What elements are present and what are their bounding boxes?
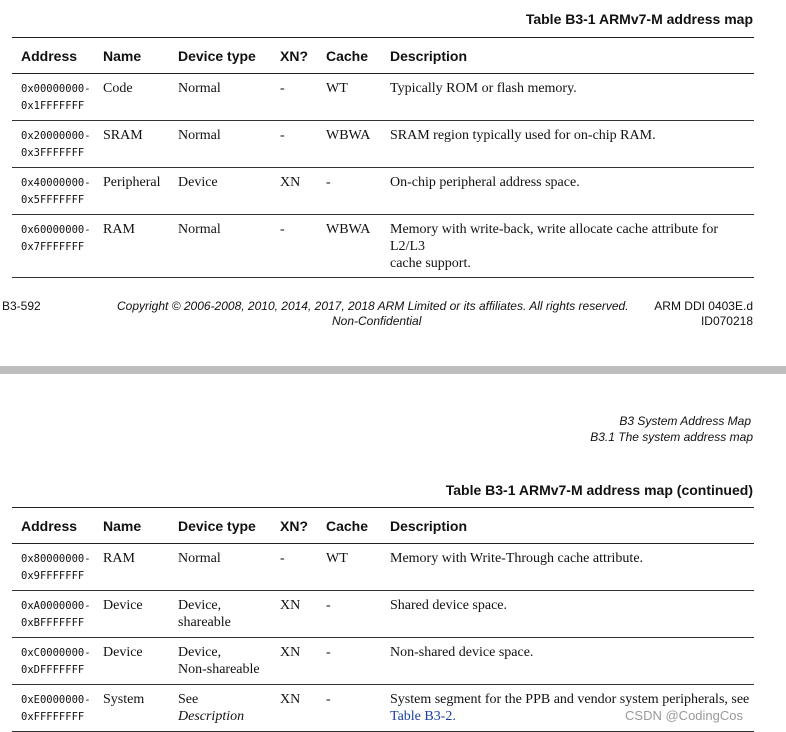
device-type-cell [169,591,271,638]
document-version: ID070218 [700,314,753,328]
device-type-line: Normal [178,551,221,566]
xn-cell: - [271,544,317,591]
xn-cell: - [271,215,317,278]
confidentiality-label: Non-Confidential [332,314,422,328]
address-map-table-bottom [12,507,754,732]
subsection-header: B3.1 The system address map [590,430,753,444]
device-type-line: Non-shareable [178,662,260,677]
description-cell [381,215,754,278]
header-row [12,508,754,544]
address-start: 0xA0000000- [21,600,91,612]
column-header: XN? [271,38,317,74]
xn-cell: XN [271,685,317,732]
description-text: SRAM region typically used for on-chip RAM. [390,128,656,143]
address-start: 0x20000000- [21,130,91,142]
address-end: 0x1FFFFFFF [21,100,85,112]
address-cell [12,215,94,278]
xn-cell: - [271,121,317,168]
address-start: 0xE0000000- [21,694,91,706]
address-end: 0x5FFFFFFF [21,194,85,206]
cache-cell: WT [317,74,381,121]
cache-cell: WBWA [317,215,381,278]
address-end: 0x9FFFFFFF [21,570,85,582]
description-text: Memory with Write-Through cache attribute. [390,551,644,566]
csdn-watermark: CSDN @CodingCos [625,708,743,723]
copyright-text: Copyright © 2006-2008, 2010, 2014, 2017, 2018 ARM Limited or its affiliates. All rights reserved. [117,299,629,313]
table-row [12,121,754,168]
description-text: cache support. [390,256,471,271]
column-header: Description [381,38,754,74]
address-end: 0xFFFFFFFF [21,711,85,723]
address-cell [12,544,94,591]
address-cell [12,638,94,685]
name-cell: Device [94,591,169,638]
address-start: 0x80000000- [21,553,91,565]
description-text: System segment for the PPB and vendor system peripherals, see [390,692,750,707]
device-type-line: Description [178,709,245,724]
device-type-line: Device [178,175,218,190]
device-type-line: See [178,692,199,707]
name-cell: Code [94,74,169,121]
description-text: Typically ROM or flash memory. [390,81,577,96]
table-reference-link[interactable]: Table B3-2. [390,709,456,724]
column-header: Cache [317,508,381,544]
device-type-line: Normal [178,222,221,237]
name-cell: RAM [94,544,169,591]
column-header: Cache [317,38,381,74]
cache-cell: - [317,168,381,215]
address-cell [12,74,94,121]
cache-cell: - [317,638,381,685]
column-header: Device type [169,38,271,74]
description-text: Memory with write-back, write allocate cache attribute for L2/L3 [390,222,719,254]
description-cell [381,544,754,591]
address-end: 0xBFFFFFFF [21,617,85,629]
header-row [12,38,754,74]
cache-cell: WT [317,544,381,591]
name-cell: Peripheral [94,168,169,215]
description-text: On-chip peripheral address space. [390,175,580,190]
table-row [12,168,754,215]
name-cell: Device [94,638,169,685]
table-caption-top: Table B3-1 ARMv7-M address map [525,11,753,27]
cache-cell: - [317,591,381,638]
device-type-line: Normal [178,128,221,143]
column-header: Address [12,38,94,74]
column-header: Device type [169,508,271,544]
address-cell [12,168,94,215]
device-type-cell [169,121,271,168]
device-type-cell [169,638,271,685]
xn-cell: XN [271,638,317,685]
table-caption-bottom: Table B3-1 ARMv7-M address map (continued) [445,482,753,498]
description-cell [381,591,754,638]
device-type-cell [169,168,271,215]
description-cell [381,121,754,168]
column-header: Name [94,38,169,74]
address-start: 0xC0000000- [21,647,91,659]
address-end: 0x7FFFFFFF [21,241,85,253]
address-start: 0x00000000- [21,83,91,95]
address-start: 0x60000000- [21,224,91,236]
address-end: 0x3FFFFFFF [21,147,85,159]
device-type-cell [169,74,271,121]
device-type-line: Device, [178,598,222,613]
address-end: 0xDFFFFFFF [21,664,85,676]
table-row [12,215,754,278]
column-header: Name [94,508,169,544]
xn-cell: XN [271,591,317,638]
name-cell: RAM [94,215,169,278]
device-type-line: shareable [178,615,231,630]
table-row [12,638,754,685]
description-text: Non-shared device space. [390,645,534,660]
table-row [12,544,754,591]
address-cell [12,685,94,732]
page-divider [0,366,786,374]
section-header: B3 System Address Map [619,414,751,428]
description-text: Shared device space. [390,598,507,613]
name-cell: System [94,685,169,732]
device-type-line: Device, [178,645,222,660]
device-type-cell [169,685,271,732]
description-cell [381,74,754,121]
description-cell [381,638,754,685]
column-header: XN? [271,508,317,544]
table-row [12,591,754,638]
table-row [12,74,754,121]
column-header: Address [12,508,94,544]
name-cell: SRAM [94,121,169,168]
cache-cell: WBWA [317,121,381,168]
address-cell [12,591,94,638]
column-header: Description [381,508,754,544]
page-number: B3-592 [2,299,41,313]
xn-cell: XN [271,168,317,215]
device-type-cell [169,215,271,278]
description-cell [381,168,754,215]
address-start: 0x40000000- [21,177,91,189]
document-id: ARM DDI 0403E.d [654,299,753,313]
device-type-cell [169,544,271,591]
cache-cell: - [317,685,381,732]
device-type-line: Normal [178,81,221,96]
address-map-table-top [12,37,754,278]
address-cell [12,121,94,168]
xn-cell: - [271,74,317,121]
